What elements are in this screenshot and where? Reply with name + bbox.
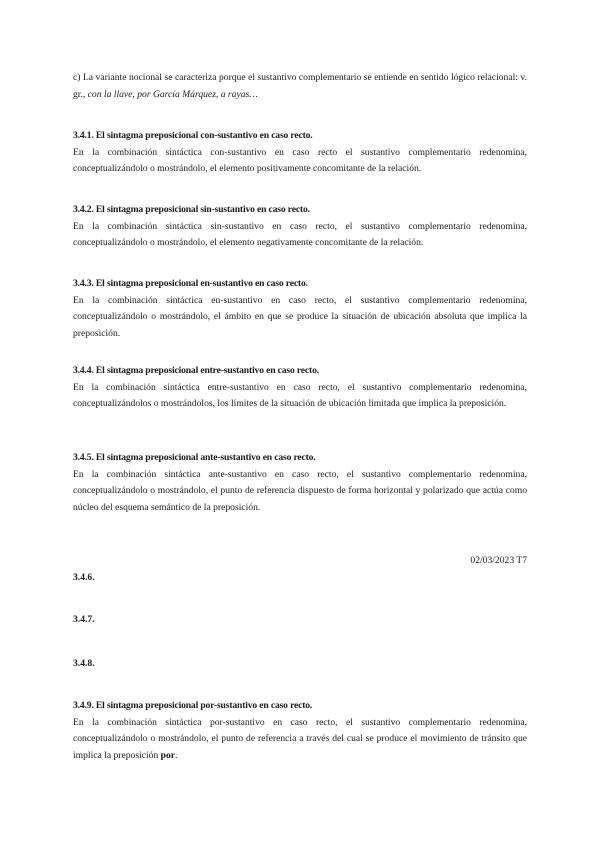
section-heading: 3.4.2. El sintagma preposicional sin-sustantivo en caso recto. (73, 204, 310, 215)
intro-paragraph (73, 70, 527, 103)
empty-heading-3-4-8: 3.4.8. (73, 658, 95, 669)
section-body-text: En la combinación sintáctica por-sustantivo en caso recto, el sustantivo complementario redenomina, conceptualizándolo o mostrándolo, el punto de referencia a través del cual se produce el movimiento de tránsito que implica la preposición (73, 716, 527, 761)
section-heading: 3.4.9. El sintagma preposicional por-sustantivo en caso recto. (73, 700, 313, 711)
section-heading: 3.4.3. El sintagma preposicional en-sustantivo en caso recto. (73, 278, 308, 289)
section-body: En la combinación sintáctica sin-sustantivo en caso recto, el sustantivo complementario redenomina, conceptualizándolo o mostrándolo, el elemento negativamente concomitante de la relación. (73, 220, 527, 248)
section-body (73, 715, 527, 765)
section-body: En la combinación sintáctica ante-sustantivo en caso recto, el sustantivo complementario redenomina, conceptualizándolo o mostrándolo, el punto de referencia dispuesto de forma horizontal y polarizado que actúa como núcleo del esquema semántico de la preposición. (73, 468, 527, 513)
section-body: En la combinación sintáctica en-sustantivo en caso recto, el sustantivo complementario redenomina, conceptualizándolo o mostrándolo, el ámbito en que se produce la situación de ubicación absoluta que implica la preposición. (73, 294, 527, 339)
date-stamp: 02/03/2023 T7 (470, 555, 527, 566)
section-body-bold: por (160, 749, 176, 761)
section-3-4-4 (73, 363, 527, 413)
section-body: En la combinación sintáctica con-sustantivo en caso recto el sustantivo complementario redenomina, conceptualizándolo o mostrándolo, el elemento positivamente concomitante de la relación. (73, 146, 527, 174)
section-3-4-3 (73, 276, 527, 342)
section-heading: 3.4.1. El sintagma preposicional con-sustantivo en caso recto. (73, 130, 313, 141)
section-heading: 3.4.5. El sintagma preposicional ante-sustantivo en caso recto. (73, 452, 316, 463)
section-body: En la combinación sintáctica entre-sustantivo en caso recto, el sustantivo complementario redenomina, conceptualizándolos o mostrándolos, los límites de la situación de ubicación limitada que implica la preposición. (73, 381, 527, 409)
empty-heading-3-4-6: 3.4.6. (73, 572, 95, 583)
section-3-4-2 (73, 202, 527, 252)
section-3-4-5 (73, 450, 527, 516)
section-3-4-9 (73, 698, 527, 764)
section-heading: 3.4.4. El sintagma preposicional entre-sustantivo en caso recto. (73, 365, 319, 376)
section-3-4-1 (73, 128, 527, 178)
intro-examples: con la llave, por García Márquez, a rayas… (87, 88, 258, 100)
section-body-end: . (175, 749, 178, 761)
intro-text: c) La variante nocional se caracteriza porque el sustantivo complementario se entiende en sentido lógico relacional: v. gr., (73, 72, 527, 100)
empty-heading-3-4-7: 3.4.7. (73, 614, 95, 625)
